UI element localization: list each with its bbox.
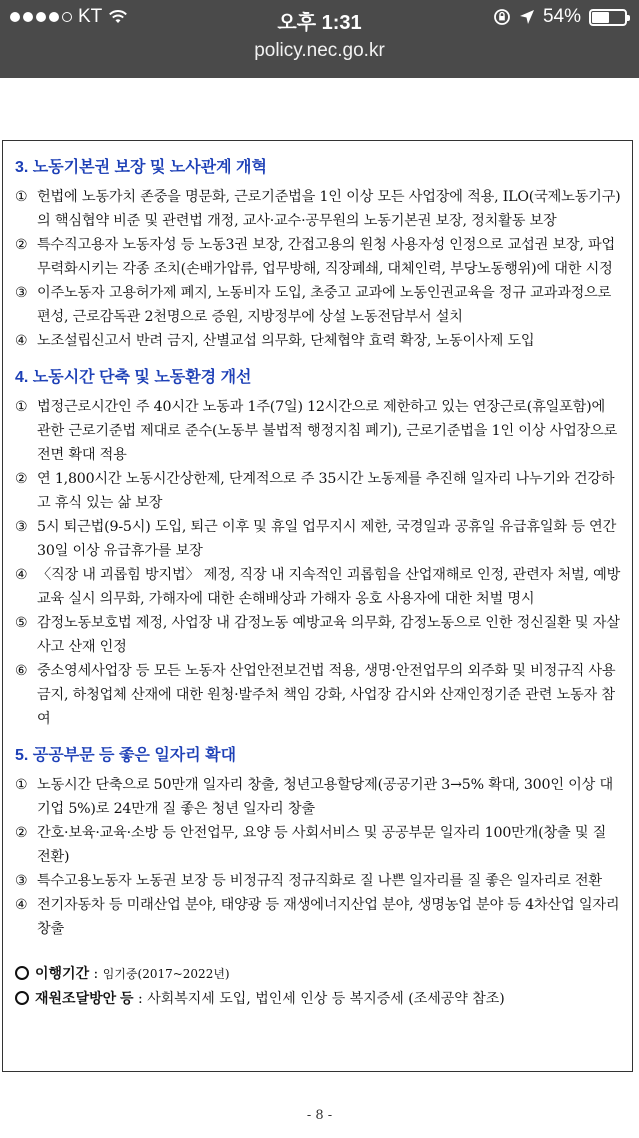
footer-label: 이행기간: [35, 965, 90, 981]
list-item: [15, 821, 622, 869]
item-text: 간호·보육·교육·소방 등 안전업무, 요양 등 사회서비스 및 공공부문 일자리 100만개(창출 및 질 전환): [37, 825, 607, 865]
section-4: [15, 367, 622, 731]
footer-value: 사회복지세 도입, 법인세 인상 등 복지증세 (조세공약 참조): [147, 991, 505, 1007]
battery-percent: 54%: [542, 6, 581, 27]
list-item: [15, 659, 622, 731]
list-item: [15, 563, 622, 611]
item-number: ⑤: [15, 615, 28, 631]
item-text: 특수고용노동자 노동권 보장 등 비정규직 정규직화로 질 나쁜 일자리를 질 좋은 일자리로 전환: [37, 873, 602, 889]
item-number: ②: [15, 825, 28, 841]
item-number: ④: [15, 333, 28, 349]
footer-label: 재원조달방안 등: [35, 990, 134, 1006]
pledge-box: [2, 140, 633, 1072]
document-page: [0, 78, 639, 1138]
item-text: 헌법에 노동가치 존중을 명문화, 근로기준법을 1인 이상 모든 사업장에 적용, ILO(국제노동기구)의 핵심협약 비준 및 관련법 개정, 교사·교수·공무원의 노동기본권 보장, 정치활동 보장: [37, 189, 621, 229]
item-text: 〈직장 내 괴롭힘 방지법〉 제정, 직장 내 지속적인 괴롭힘을 산업재해로 인정, 관련자 처벌, 예방 교육 실시 의무화, 가해자에 대한 손해배상과 가해자 옹호 사용자에 대한 처벌 명시: [37, 567, 621, 607]
item-text: 노조설립신고서 반려 금지, 산별교섭 의무화, 단체협약 효력 확장, 노동이사제 도입: [37, 333, 535, 349]
list-item: [15, 869, 622, 893]
list-item: [15, 515, 622, 563]
list-item: [15, 467, 622, 515]
item-text: 법정근로시간인 주 40시간 노동과 1주(7일) 12시간으로 제한하고 있는 연장근로(휴일포함)에 관한 근로기준법 제대로 준수(노동부 불법적 행정지침 폐기), 근로기준법을 1인 이상 사업장으로 전면 확대 적용: [37, 399, 618, 463]
item-number: ⑥: [15, 663, 28, 679]
list-item: [15, 893, 622, 941]
section-title: 3. 노동기본권 보장 및 노사관계 개혁: [15, 159, 267, 176]
section-title: 5. 공공부문 등 좋은 일자리 확대: [15, 747, 237, 764]
item-number: ②: [15, 237, 28, 253]
list-item: [15, 185, 622, 233]
item-number: ④: [15, 567, 28, 583]
item-number: ①: [15, 777, 28, 793]
list-item: [15, 611, 622, 659]
item-text: 특수직고용자 노동자성 등 노동3권 보장, 간접고용의 원청 사용자성 인정으로 교섭권 보장, 파업 무력화시키는 각종 조치(손배가압류, 업무방해, 직장폐쇄, 대체인력, 부당노동행위)에 대한 시정: [37, 237, 616, 277]
status-bar: [0, 0, 639, 78]
battery-icon: [589, 9, 627, 26]
location-arrow-icon: [519, 9, 535, 25]
list-item: [15, 329, 622, 353]
item-number: ②: [15, 471, 28, 487]
section-title: 4. 노동시간 단축 및 노동환경 개선: [15, 369, 252, 386]
separator: :: [133, 991, 148, 1007]
section-5: [15, 745, 622, 941]
item-number: ③: [15, 285, 28, 301]
item-text: 이주노동자 고용허가제 폐지, 노동비자 도입, 초중고 교과에 노동인권교육을 정규 교과과정으로 편성, 근로감독관 2천명으로 증원, 지방정부에 상설 노동전담부서 설치: [37, 285, 612, 325]
item-text: 5시 퇴근법(9-5시) 도입, 퇴근 이후 및 휴일 업무지시 제한, 국경일과 공휴일 유급휴일화 등 연간 30일 이상 유급휴가를 보장: [37, 519, 617, 559]
item-text: 연 1,800시간 노동시간상한제, 단계적으로 주 35시간 노동제를 추진해 일자리 나누기와 건강하고 휴식 있는 삶 보장: [37, 471, 615, 511]
item-text: 중소영세사업장 등 모든 노동자 산업안전보건법 적용, 생명·안전업무의 외주화 및 비정규직 사용 금지, 하청업체 산재에 대한 원청·발주처 책임 강화, 사업장 감시와 산재인정기준 관련 노동자 참여: [37, 663, 616, 727]
list-item: [15, 281, 622, 329]
circle-bullet-icon: [15, 966, 29, 980]
rotation-lock-icon: [493, 8, 511, 26]
funding-line: [15, 986, 622, 1011]
list-item: [15, 773, 622, 821]
footer-value: 임기중(2017~2022년): [102, 967, 230, 981]
item-text: 전기자동차 등 미래산업 분야, 태양광 등 재생에너지산업 분야, 생명농업 분야 등 4차산업 일자리 창출: [37, 897, 620, 937]
separator: :: [89, 966, 103, 982]
item-text: 노동시간 단축으로 50만개 일자리 창출, 청년고용할당제(공공기관 3→5% 확대, 300인 이상 대기업 5%)로 24만개 질 좋은 청년 일자리 창출: [37, 777, 613, 817]
url-bar[interactable]: policy.nec.go.kr: [254, 40, 385, 61]
item-number: ③: [15, 873, 28, 889]
carrier-label: KT: [78, 6, 103, 27]
item-text: 감정노동보호법 제정, 사업장 내 감정노동 예방교육 의무화, 감정노동으로 인한 정신질환 및 자살 사고 산재 인정: [37, 615, 620, 655]
list-item: [15, 233, 622, 281]
page-number: - 8 -: [306, 1108, 333, 1123]
clock: 오후 1:31: [277, 12, 362, 34]
circle-bullet-icon: [15, 991, 29, 1005]
period-line: [15, 961, 622, 986]
item-number: ①: [15, 189, 28, 205]
list-item: [15, 395, 622, 467]
item-number: ③: [15, 519, 28, 535]
item-number: ①: [15, 399, 28, 415]
item-number: ④: [15, 897, 28, 913]
section-3: [15, 157, 622, 353]
